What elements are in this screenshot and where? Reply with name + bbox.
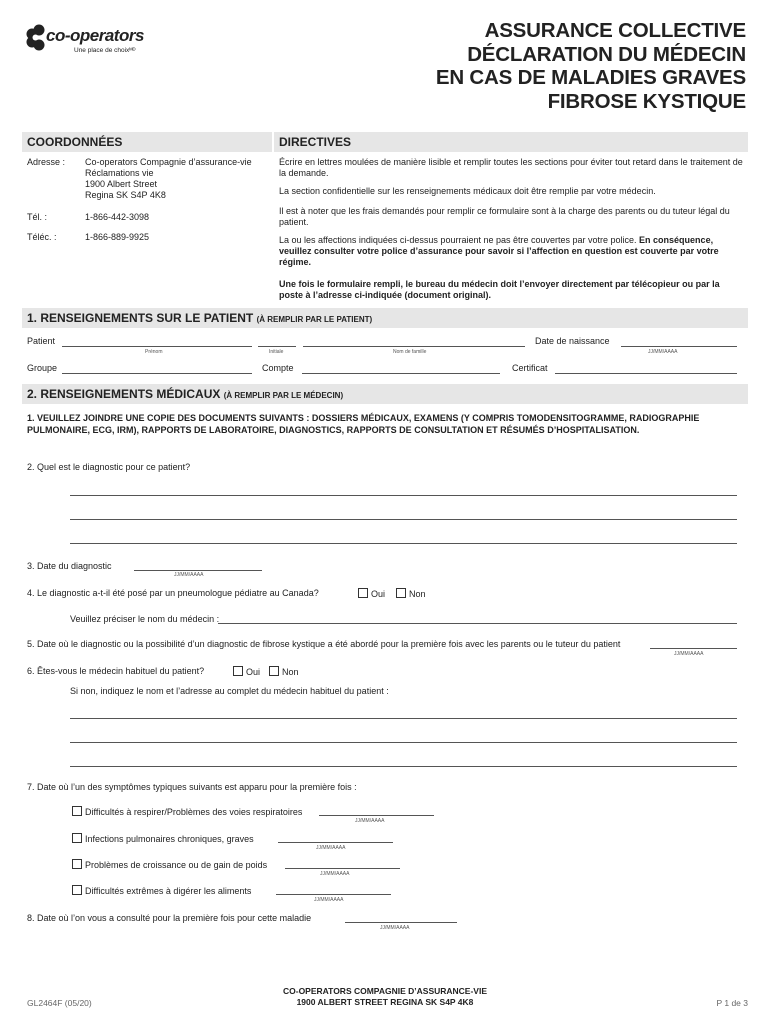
directive-4 bbox=[279, 235, 745, 268]
address-line: Co-operators Compagnie d’assurance-vie bbox=[85, 157, 252, 167]
question-3: 3. Date du diagnostic bbox=[27, 561, 112, 571]
footer-company: CO-OPERATORS COMPAGNIE D’ASSURANCE-VIE bbox=[282, 986, 488, 996]
checkbox[interactable] bbox=[72, 806, 82, 816]
symptom-3-date-caption: JJ/MM/AAAA bbox=[320, 871, 350, 877]
symptom-2-date-field[interactable] bbox=[278, 842, 393, 843]
non-label: Non bbox=[409, 589, 426, 599]
first-name-caption: Prénom bbox=[145, 349, 163, 355]
checkbox[interactable] bbox=[72, 833, 82, 843]
section2-heading bbox=[27, 384, 343, 406]
directive-5: Une fois le formulaire rempli, le bureau du médecin doit l’envoyer directement par télécopieur ou par la poste à l’adresse ci-indiquée (document original). bbox=[279, 279, 720, 300]
diagnosis-line-1[interactable] bbox=[70, 495, 737, 496]
question-1: 1. VEUILLEZ JOINDRE UNE COPIE DES DOCUMENTS SUIVANTS : DOSSIERS MÉDICAUX, EXAMENS (Y COMPRIS TOMODENSITOGRAMME, RADIOGRAPHIE PULMONAIRE, ECG, IRM), RAPPORTS DE LABORATOIRE, DIAGNOSTICS, RAPPORTS DE CONSULTATION ET RÉSUMÉS D’HOSPITALISATION. bbox=[27, 413, 700, 435]
address-line: 1900 Albert Street bbox=[85, 179, 158, 189]
dob-field[interactable] bbox=[621, 346, 737, 347]
q6-non-option[interactable] bbox=[269, 666, 299, 677]
address-label: Adresse : bbox=[27, 157, 66, 167]
question-8: 8. Date où l’on vous a consulté pour la première fois pour cette maladie bbox=[27, 913, 312, 923]
initial-caption: Initiale bbox=[269, 349, 284, 355]
section2-title: 2. RENSEIGNEMENTS MÉDICAUX bbox=[27, 387, 221, 401]
symptom-label: Difficultés à respirer/Problèmes des voies respiratoires bbox=[85, 807, 303, 817]
footer-address: 1900 ALBERT STREET REGINA SK S4P 4K8 bbox=[296, 997, 474, 1007]
form-title bbox=[436, 19, 746, 113]
diagnosis-date-field[interactable] bbox=[134, 570, 262, 571]
oui-label: Oui bbox=[371, 589, 386, 599]
physician-name-field[interactable] bbox=[218, 623, 737, 624]
symptom-label: Problèmes de croissance ou de gain de poids bbox=[85, 860, 268, 870]
checkbox[interactable] bbox=[269, 666, 279, 676]
dob-label: Date de naissance bbox=[535, 336, 610, 346]
logo-tagline: Une place de choixᴹᴰ bbox=[74, 47, 136, 54]
symptom-label: Difficultés extrêmes à digérer les aliments bbox=[85, 886, 252, 896]
non-label: Non bbox=[282, 667, 299, 677]
symptom-3[interactable] bbox=[72, 859, 267, 870]
tel-value: 1-866-442-3098 bbox=[85, 212, 150, 222]
question-6: 6. Êtes-vous le médecin habituel du patient? bbox=[27, 666, 205, 676]
section1-title: 1. RENSEIGNEMENTS SUR LE PATIENT bbox=[27, 311, 254, 325]
directive-4-plain: La ou les affections indiquées ci-dessus pourraient ne pas être couvertes par votre police. bbox=[279, 235, 637, 245]
symptom-1-date-field[interactable] bbox=[319, 815, 434, 816]
usual-physician-line-1[interactable] bbox=[70, 718, 737, 719]
symptom-4-date-caption: JJ/MM/AAAA bbox=[314, 897, 344, 903]
directive-3: Il est à noter que les frais demandés pour remplir ce formulaire sont à la charge des parents ou du tuteur légal du patient. bbox=[279, 206, 730, 227]
page-number: P 1 de 3 bbox=[716, 998, 748, 1008]
fax-label: Téléc. : bbox=[27, 232, 57, 242]
q4-oui-option[interactable] bbox=[358, 588, 385, 599]
directive-1: Écrire en lettres moulées de manière lisible et remplir toutes les sections pour éviter tout retard dans le traitement de la demande. bbox=[279, 157, 743, 178]
symptom-4-date-field[interactable] bbox=[276, 894, 391, 895]
coordonnees-heading: COORDONNÉES bbox=[27, 135, 123, 149]
question-4b: Veuillez préciser le nom du médecin : bbox=[70, 614, 220, 624]
last-name-caption: Nom de famille bbox=[393, 349, 427, 355]
title-line-1: ASSURANCE COLLECTIVE bbox=[484, 19, 746, 42]
section1-heading bbox=[27, 308, 372, 330]
discussion-date-caption: JJ/MM/AAAA bbox=[674, 651, 704, 657]
symptom-1-date-caption: JJ/MM/AAAA bbox=[355, 818, 385, 824]
directive-2: La section confidentielle sur les renseignements médicaux doit être remplie par votre médecin. bbox=[279, 186, 656, 196]
footer-company-block bbox=[0, 986, 770, 1008]
symptom-label: Infections pulmonaires chroniques, graves bbox=[85, 834, 254, 844]
compte-label: Compte bbox=[262, 363, 294, 373]
symptom-4[interactable] bbox=[72, 885, 251, 896]
form-code: GL2464F (05/20) bbox=[27, 998, 92, 1008]
fax-value: 1-866-889-9925 bbox=[85, 232, 150, 242]
question-2: 2. Quel est le diagnostic pour ce patient? bbox=[27, 462, 191, 472]
tel-label: Tél. : bbox=[27, 212, 48, 222]
certificat-field[interactable] bbox=[555, 373, 737, 374]
symptom-3-date-field[interactable] bbox=[285, 868, 400, 869]
compte-field[interactable] bbox=[302, 373, 500, 374]
symptom-1[interactable] bbox=[72, 806, 302, 817]
checkbox[interactable] bbox=[72, 859, 82, 869]
discussion-date-field[interactable] bbox=[650, 648, 737, 649]
question-4: 4. Le diagnostic a-t-il été posé par un pneumologue pédiatre au Canada? bbox=[27, 588, 319, 598]
title-line-3: EN CAS DE MALADIES GRAVES bbox=[435, 66, 746, 89]
logo-wordmark: co-operators bbox=[46, 26, 144, 45]
initial-field[interactable] bbox=[258, 346, 296, 347]
section1-subtitle: (À REMPLIR PAR LE PATIENT) bbox=[256, 315, 373, 324]
title-line-4: FIBROSE KYSTIQUE bbox=[547, 89, 746, 113]
directive-4-bold: En conséquence, veuillez consulter votre police d’assurance pour savoir si l’affection en question est couverte par votre régime. bbox=[279, 235, 719, 267]
checkbox[interactable] bbox=[358, 588, 368, 598]
diagnosis-date-caption: JJ/MM/AAAA bbox=[174, 572, 204, 578]
address-block bbox=[85, 157, 252, 201]
oui-label: Oui bbox=[246, 667, 261, 677]
certificat-label: Certificat bbox=[512, 363, 548, 373]
diagnosis-line-2[interactable] bbox=[70, 519, 737, 520]
title-line-2: DÉCLARATION DU MÉDECIN bbox=[467, 42, 746, 66]
patient-label: Patient bbox=[27, 336, 56, 346]
checkbox[interactable] bbox=[233, 666, 243, 676]
address-line: Regina SK S4P 4K8 bbox=[85, 190, 166, 200]
q6-oui-option[interactable] bbox=[233, 666, 260, 677]
question-6b: Si non, indiquez le nom et l’adresse au complet du médecin habituel du patient : bbox=[70, 686, 389, 696]
question-5: 5. Date où le diagnostic ou la possibilité d’un diagnostic de fibrose kystique a été abordé pour la première fois avec les parents ou le tuteur du patient bbox=[27, 639, 621, 649]
symptom-2[interactable] bbox=[72, 833, 254, 844]
diagnosis-line-3[interactable] bbox=[70, 543, 737, 544]
dob-caption: JJ/MM/AAAA bbox=[648, 349, 678, 355]
groupe-label: Groupe bbox=[27, 363, 58, 373]
question-7: 7. Date où l’un des symptômes typiques suivants est apparu pour la première fois : bbox=[27, 782, 357, 792]
usual-physician-line-3[interactable] bbox=[70, 766, 737, 767]
usual-physician-line-2[interactable] bbox=[70, 742, 737, 743]
section2-subtitle: (À REMPLIR PAR LE MÉDECIN) bbox=[223, 391, 344, 400]
groupe-field[interactable] bbox=[62, 373, 252, 374]
first-consult-date-field[interactable] bbox=[345, 922, 457, 923]
checkbox[interactable] bbox=[72, 885, 82, 895]
first-name-field[interactable] bbox=[62, 346, 252, 347]
symptom-2-date-caption: JJ/MM/AAAA bbox=[316, 845, 346, 851]
last-name-field[interactable] bbox=[303, 346, 525, 347]
directives-heading: DIRECTIVES bbox=[279, 135, 352, 149]
address-line: Réclamations vie bbox=[85, 168, 154, 178]
q4-non-option[interactable] bbox=[396, 588, 426, 599]
first-consult-date-caption: JJ/MM/AAAA bbox=[380, 925, 410, 931]
checkbox[interactable] bbox=[396, 588, 406, 598]
